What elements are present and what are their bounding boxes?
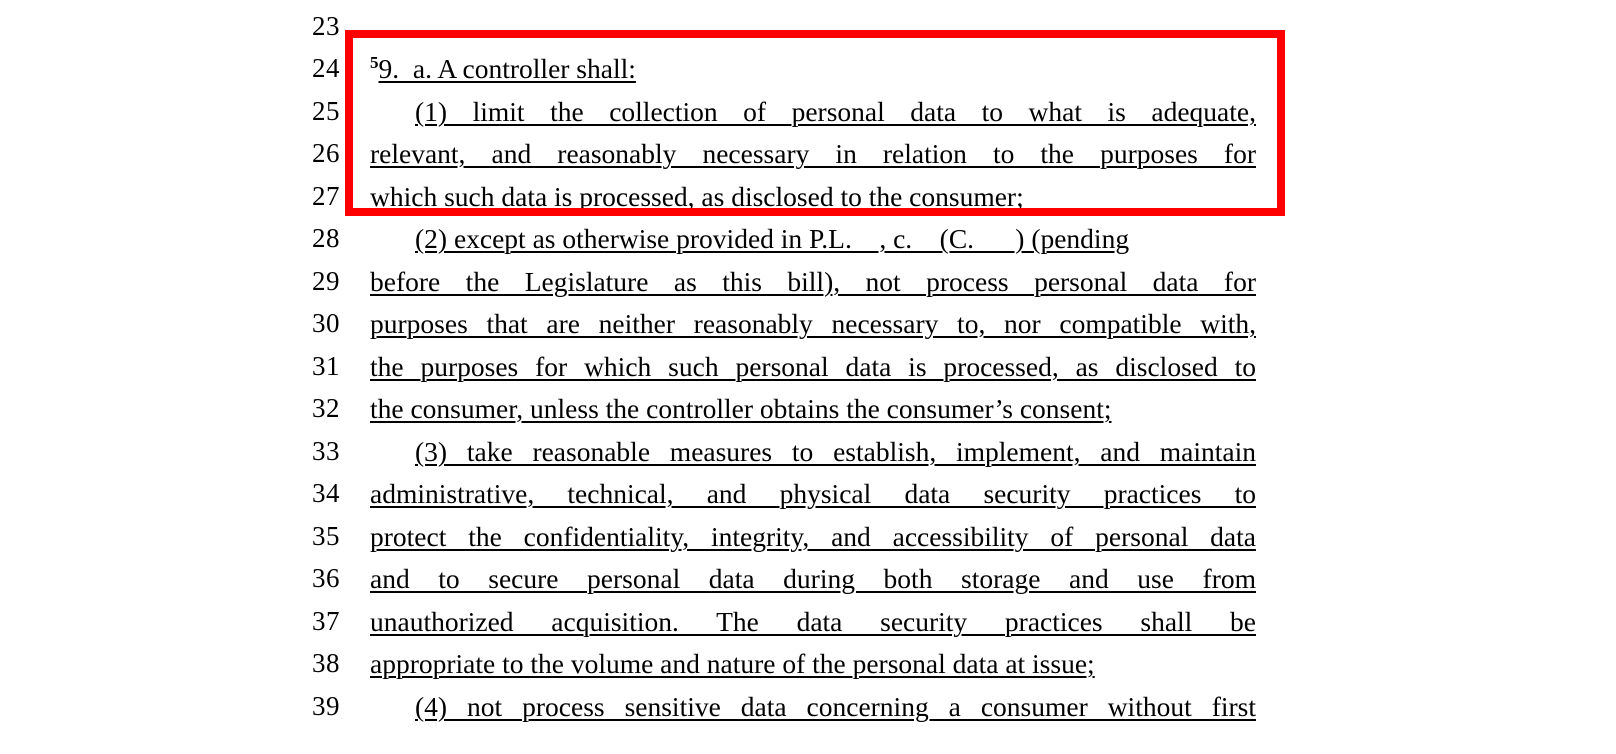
document-line-35-text: protect the confidentiality, integrity, and accessibility of personal data bbox=[370, 521, 1256, 552]
document-line-29 bbox=[370, 266, 1256, 298]
document-text-column bbox=[370, 0, 1256, 754]
document-line-24-text: 9. a. A controller shall: bbox=[378, 53, 636, 84]
document-line-35 bbox=[370, 521, 1256, 553]
line-number: 34 bbox=[312, 478, 340, 508]
line-number: 29 bbox=[312, 266, 340, 296]
document-line-39 bbox=[370, 691, 1256, 723]
document-line-36-text: and to secure personal data during both storage and use from bbox=[370, 563, 1256, 594]
line-number: 28 bbox=[312, 223, 340, 253]
document-line-30-text: purposes that are neither reasonably necessary to, nor compatible with, bbox=[370, 308, 1256, 339]
document-line-24: 59. a. A controller shall: bbox=[370, 52, 636, 84]
line-number: 31 bbox=[312, 351, 340, 381]
line-number: 25 bbox=[312, 96, 340, 126]
line-number: 30 bbox=[312, 308, 340, 338]
line-number: 27 bbox=[312, 181, 340, 211]
document-line-37-text: unauthorized acquisition. The data security practices shall be bbox=[370, 606, 1256, 637]
line-number-gutter bbox=[284, 0, 340, 754]
document-line-34 bbox=[370, 478, 1256, 510]
document-line-32-text: the consumer, unless the controller obtains the consumer’s consent; bbox=[370, 393, 1112, 424]
document-line-31-text: the purposes for which such personal data is processed, as disclosed to bbox=[370, 351, 1256, 382]
document-line-36 bbox=[370, 563, 1256, 595]
line-number: 36 bbox=[312, 563, 340, 593]
document-line-39-text: (4) not process sensitive data concerning a consumer without first bbox=[415, 691, 1256, 722]
document-line-25 bbox=[370, 96, 1256, 128]
document-line-34-text: administrative, technical, and physical data security practices to bbox=[370, 478, 1256, 509]
document-line-27-text: which such data is processed, as disclosed to the consumer; bbox=[370, 181, 1024, 212]
document-line-26 bbox=[370, 138, 1256, 170]
line-number: 37 bbox=[312, 606, 340, 636]
line-number: 26 bbox=[312, 138, 340, 168]
document-line-37 bbox=[370, 606, 1256, 638]
line-number: 35 bbox=[312, 521, 340, 551]
document-line-33 bbox=[370, 436, 1256, 468]
line-number: 33 bbox=[312, 436, 340, 466]
line-number: 23 bbox=[312, 11, 340, 41]
document-line-28 bbox=[370, 223, 1256, 255]
line-number: 39 bbox=[312, 691, 340, 721]
document-line-30 bbox=[370, 308, 1256, 340]
document-line-27 bbox=[370, 181, 1256, 213]
document-line-32 bbox=[370, 393, 1256, 425]
document-line-38 bbox=[370, 648, 1256, 680]
document-line-28-text: (2) except as otherwise provided in P.L. , c. (C. ) (pending bbox=[415, 223, 1130, 254]
line-number: 38 bbox=[312, 648, 340, 678]
document-line-31 bbox=[370, 351, 1256, 383]
line-number: 24 bbox=[312, 53, 340, 83]
document-line-38-text: appropriate to the volume and nature of the personal data at issue; bbox=[370, 648, 1095, 679]
document-line-25-text: (1) limit the collection of personal data to what is adequate, bbox=[415, 96, 1256, 127]
line-number: 32 bbox=[312, 393, 340, 423]
document-line-33-text: (3) take reasonable measures to establish, implement, and maintain bbox=[415, 436, 1256, 467]
document-line-26-text: relevant, and reasonably necessary in relation to the purposes for bbox=[370, 138, 1256, 169]
document-line-29-text: before the Legislature as this bill), not process personal data for bbox=[370, 266, 1256, 297]
